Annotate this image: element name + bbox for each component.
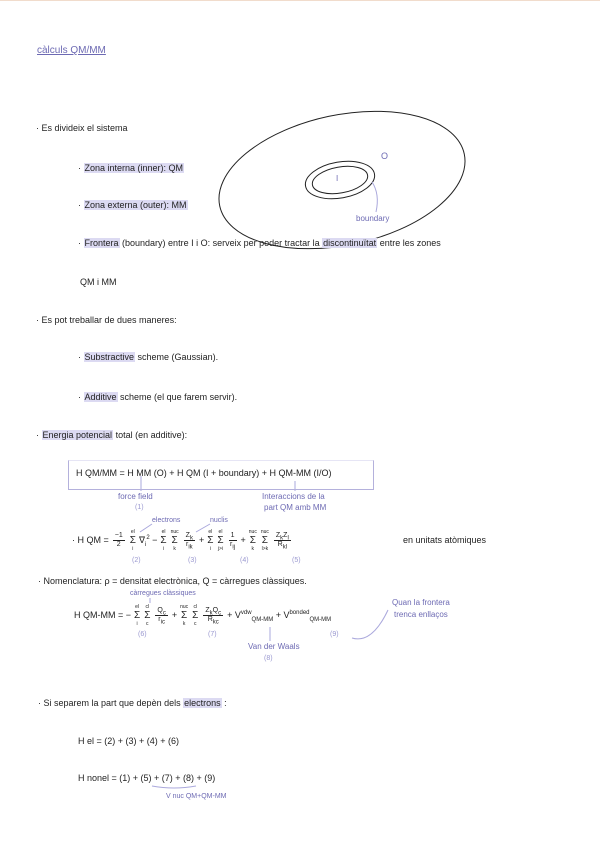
label-6: (6) <box>138 631 147 638</box>
electrons-label: electrons <box>152 517 181 524</box>
qm-mm: QM i MM <box>80 277 117 287</box>
boundary-arrow <box>372 182 377 212</box>
nomenclatura: · Nomenclatura: ρ = densitat electrònica, Q = càrregues clàssiques. <box>38 576 307 586</box>
sum-nuc: nuc Σ k <box>170 528 179 552</box>
separem-heading: · Si separem la part que depèn dels electrons : <box>38 698 227 708</box>
frontera-rest: (boundary) entre I i O: serveix per poder tractar la <box>122 238 320 248</box>
formula-hel: H el = (2) + (3) + (4) + (6) <box>78 736 180 746</box>
zona-interna-text: Zona interna (inner): QM <box>84 163 184 173</box>
additive-line: · Additive scheme (el que farem servir). <box>78 392 238 402</box>
frontera-note-2: trenca enllaços <box>394 610 448 619</box>
entre-zones: entre les zones <box>379 238 441 248</box>
underline-5-7 <box>152 786 196 788</box>
force-field-label: force field <box>118 492 153 501</box>
sum-nuc: nuc Σ k <box>248 528 257 552</box>
additive-hl: Additive <box>84 392 117 402</box>
formula-hnonel: H nonel = (1) + (5) + (7) + (8) + (9) <box>78 773 216 783</box>
vnuc-label: V nuc QM+QM-MM <box>166 793 227 800</box>
label-boundary: boundary <box>356 214 390 223</box>
frac-zk-rik: $\frac{Z_k}{r_{ik}}$ <box>185 531 193 550</box>
label-7: (7) <box>208 631 217 638</box>
additive-rest: scheme (el que farem servir). <box>120 392 238 402</box>
substractive-line: · Substractive scheme (Gaussian). <box>78 352 219 362</box>
formula-hqmmm-total: H QM/MM = H MM (O) + H QM (I + boundary) + H QM-MM (I/O) <box>76 468 332 478</box>
sum-el-j: el Σ j>i <box>217 528 224 552</box>
frac-1-rij: $\frac{1}{r_{ij}}$ <box>230 531 236 550</box>
hqmmm-lhs: H QM-MM = − <box>74 610 132 620</box>
frontera-note-1: Quan la frontera <box>392 598 450 607</box>
sum-cl: cl Σ c <box>144 603 151 627</box>
sum-el: el Σ i <box>134 603 141 627</box>
label-4: (4) <box>240 557 249 564</box>
frontera-arrow <box>352 610 388 639</box>
sum-el: el Σ i <box>129 528 136 552</box>
label-5: (5) <box>292 557 301 564</box>
hqm-lhs: · H QM = <box>72 535 109 545</box>
page-title: càlculs QM/MM <box>37 45 106 56</box>
formula-hqm-mm: H QM-MM = − el Σ i cl Σ c $\frac{Q_c}{r_{ic}}$ + nuc Σ k cl Σ c $\frac{Z_kQ_c}{R_{kc}}$ + $V^{vdw}_{QM-MM} + V^{bonded}_{QM-MM}$ <box>74 603 332 627</box>
unitats-atomiques: en unitats atòmiques <box>403 535 487 545</box>
label-8: (8) <box>264 655 273 662</box>
energia-heading: · Energia potencial total (en additive): <box>36 430 188 440</box>
zona-externa-text: Zona externa (outer): MM <box>84 200 187 210</box>
energia-rest: total (en additive): <box>115 430 188 440</box>
interaccions-label-1: Interaccions de la <box>262 492 325 501</box>
frac-zkqc-rkc: $\frac{Z_kQ_c}{R_{kc}}$ <box>205 606 222 625</box>
label-I: I <box>336 174 339 183</box>
interaccions-label-2: part QM amb MM <box>264 503 327 512</box>
sum-nuc: nuc Σ k <box>180 603 189 627</box>
frac-zkzl-rkl: $\frac{Z_kZ_l}{R_{kl}}$ <box>275 531 289 550</box>
heading-divide: · Es divideix el sistema <box>36 123 128 133</box>
frontera-line: · Frontera (boundary) entre I i O: serveix per poder tractar la discontinuïtat entre les zones <box>78 238 441 248</box>
zona-externa: · Zona externa (outer): MM <box>78 200 187 210</box>
label-O: O <box>381 151 389 161</box>
label-3: (3) <box>188 557 197 564</box>
frontera-hl: Frontera <box>84 238 119 248</box>
carregues-label: càrregues clàssiques <box>130 590 196 597</box>
sum-nuc-l: nuc Σ l>k <box>260 528 269 552</box>
zona-interna: · Zona interna (inner): QM <box>78 163 184 173</box>
substractive-rest: scheme (Gaussian). <box>137 352 219 362</box>
separem-text: · Si separem la part que depèn dels <box>38 698 181 708</box>
sum-el: el Σ i <box>207 528 214 552</box>
sum-cl: cl Σ c <box>192 603 199 627</box>
van-der-waals-label: Van der Waals <box>248 642 300 651</box>
frac-kinetic: $\frac{-1}{2}$ <box>114 531 123 548</box>
sum-el: el Σ i <box>160 528 167 552</box>
heading-maneres: · Es pot treballar de dues maneres: <box>36 315 177 325</box>
substractive-hl: Substractive <box>84 352 135 362</box>
label-1: (1) <box>135 504 144 511</box>
discontinuitat-hl: discontinuïtat <box>323 238 377 248</box>
formula-hqm: · H QM = $\frac{-1}{2}$ el Σ i $\nabla_i^2$ − el Σ i nuc Σ k $\frac{Z_k}{r_{ik}}$ + el Σ i el Σ j>i $\frac{1}{r_{ij}}$ + nuc Σ k nuc Σ l>k $\frac{Z_kZ_l}{R_{kl}}$ <box>72 528 289 552</box>
frac-qc-ric: $\frac{Q_c}{r_{ic}}$ <box>157 606 166 625</box>
nuclis-label: nuclis <box>210 517 228 524</box>
label-2: (2) <box>132 557 141 564</box>
electrons-hl: electrons <box>184 698 221 708</box>
label-9: (9) <box>330 631 339 638</box>
energia-hl: Energia potencial <box>42 430 113 440</box>
